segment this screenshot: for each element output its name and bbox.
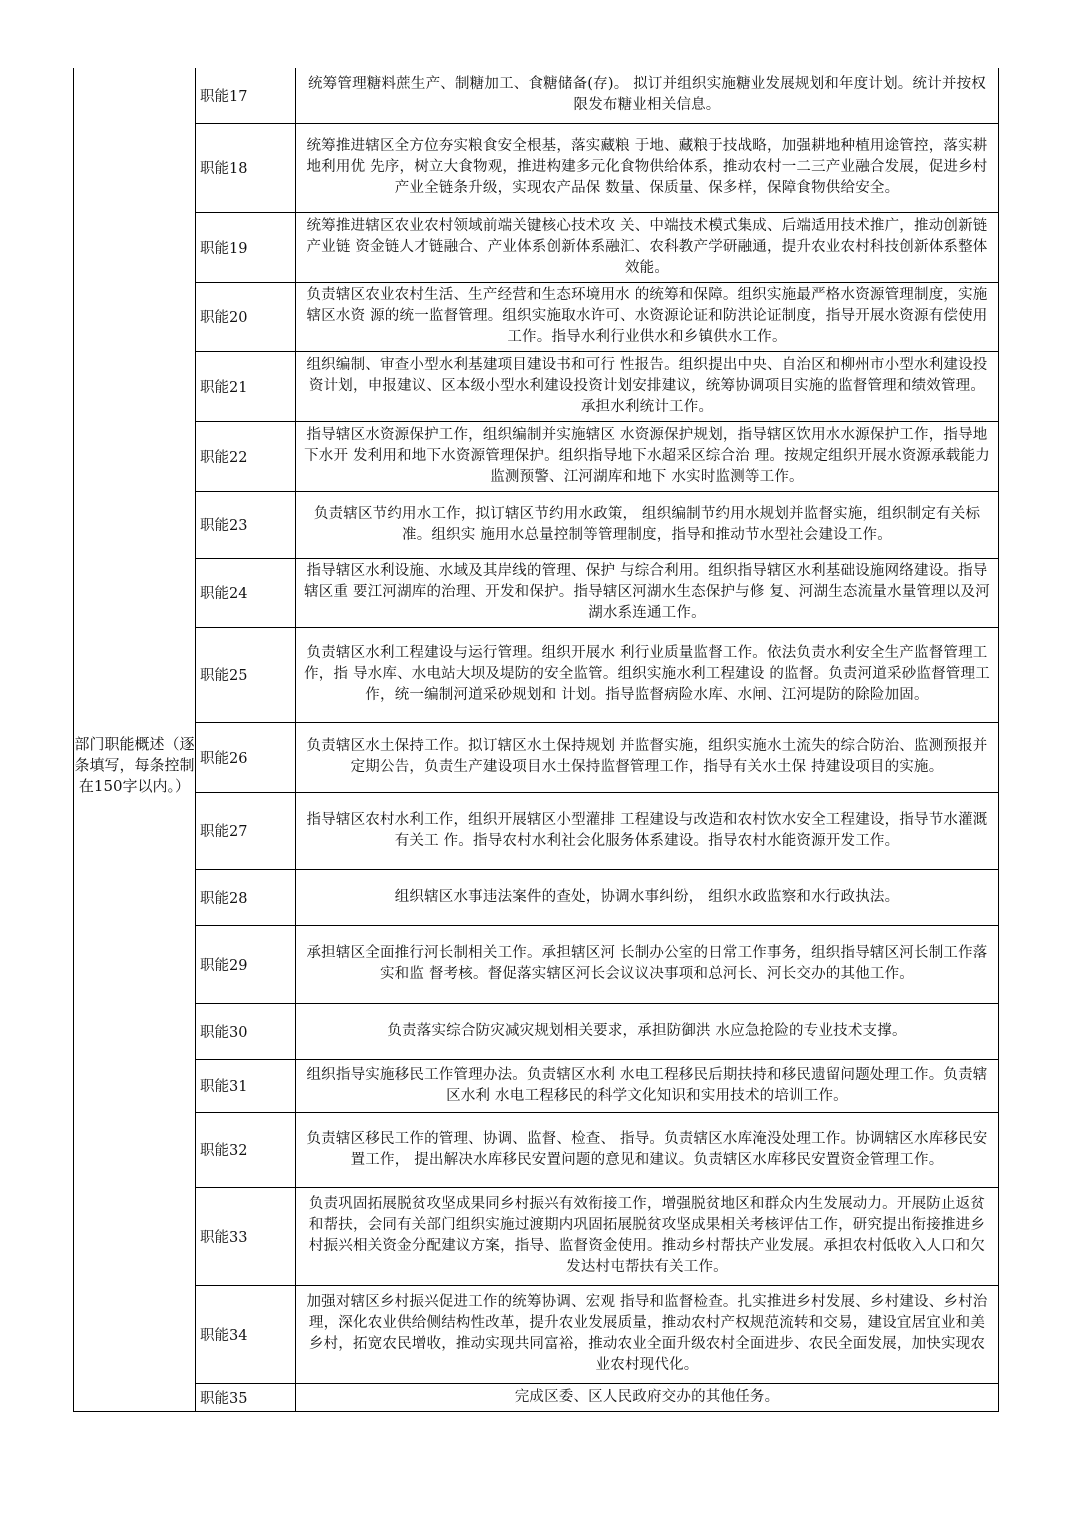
function-label: 职能30: [196, 1003, 296, 1059]
table-row: [74, 792, 999, 869]
function-label: 职能35: [196, 1383, 296, 1411]
functions-table: [73, 68, 999, 1412]
table-row: [74, 1187, 999, 1285]
table-row: [74, 1059, 999, 1112]
function-description: 指导辖区农村水利工作，组织开展辖区小型灌排 工程建设与改造和农村饮水安全工程建设，指导节水灌溉有关工 作。指导农村水利社会化服务体系建设。指导农村水能资源开发工作。: [296, 792, 999, 869]
function-label: 职能19: [196, 212, 296, 282]
function-description: 负责辖区水土保持工作。拟订辖区水土保持规划 并监督实施，组织实施水土流失的综合防治、监测预报并定期公告，负责生产建设项目水土保持监督管理工作，指导有关水土保 持建设项目的实施。: [296, 722, 999, 792]
function-description: 负责巩固拓展脱贫攻坚成果同乡村振兴有效衔接工作，增强脱贫地区和群众内生发展动力。开展防止返贫和帮扶，会同有关部门组织实施过渡期内巩固拓展脱贫攻坚成果相关考核评估工作，研究提出衔接推进乡村振兴相关资金分配建议方案，指导、监督资金使用。推动乡村帮扶产业发展。承担农村低收入人口和欠发达村屯帮扶有关工作。: [296, 1187, 999, 1285]
function-description: 组织辖区水事违法案件的查处，协调水事纠纷， 组织水政监察和水行政执法。: [296, 869, 999, 925]
function-description: 指导辖区水资源保护工作，组织编制并实施辖区 水资源保护规划，指导辖区饮用水水源保护工作，指导地下水开 发利用和地下水资源管理保护。组织指导地下水超采区综合治 理。按规定组织开展水资源承载能力监测预警、江河湖库和地下 水实时监测等工作。: [296, 421, 999, 491]
function-label: 职能31: [196, 1059, 296, 1112]
function-label: 职能23: [196, 491, 296, 558]
function-label: 职能29: [196, 925, 296, 1003]
table-row: [74, 1003, 999, 1059]
function-description: 统筹推进辖区农业农村领域前端关键核心技术攻 关、中端技术模式集成、后端适用技术推广，推动创新链产业链 资金链人才链融合、产业体系创新体系融汇、农科教产学研融通，提升农业农村科技创新体系整体效能。: [296, 212, 999, 282]
function-label: 职能25: [196, 627, 296, 722]
function-description: 承担辖区全面推行河长制相关工作。承担辖区河 长制办公室的日常工作事务，组织指导辖区河长制工作落实和监 督考核。督促落实辖区河长会议议决事项和总河长、河长交办的其他工作。: [296, 925, 999, 1003]
function-label: 职能18: [196, 123, 296, 212]
table-row: [74, 68, 999, 123]
function-label: 职能24: [196, 558, 296, 627]
function-description: 统筹管理糖料蔗生产、制糖加工、食糖储备(存)。 拟订并组织实施糖业发展规划和年度计划。统计并按权限发布糖业相关信息。: [296, 68, 999, 123]
function-label: 职能17: [196, 68, 296, 123]
table-row: [74, 1285, 999, 1383]
function-label: 职能33: [196, 1187, 296, 1285]
function-description: 负责落实综合防灾减灾规划相关要求，承担防御洪 水应急抢险的专业技术支撑。: [296, 1003, 999, 1059]
function-label: 职能21: [196, 351, 296, 421]
table-row: [74, 722, 999, 792]
table-row: [74, 1383, 999, 1411]
function-description: 加强对辖区乡村振兴促进工作的统筹协调、宏观 指导和监督检查。扎实推进乡村发展、乡村建设、乡村治理，深化农业供给侧结构性改革，提升农业发展质量，推动农村产权规范流转和交易，建设宜居宜业和美乡村，拓宽农民增收，推动实现共同富裕，推动农业全面升级农村全面进步、农民全面发展，加快实现农业农村现代化。: [296, 1285, 999, 1383]
table-row: [74, 925, 999, 1003]
function-description: 完成区委、区人民政府交办的其他任务。: [296, 1383, 999, 1411]
function-label: 职能34: [196, 1285, 296, 1383]
table-row: [74, 123, 999, 212]
section-label: 部门职能概述（逐条填写，每条控制在150字以内。）: [74, 68, 196, 1411]
function-label: 职能28: [196, 869, 296, 925]
function-label: 职能26: [196, 722, 296, 792]
table-row: [74, 282, 999, 351]
function-label: 职能22: [196, 421, 296, 491]
table-row: [74, 421, 999, 491]
table-row: [74, 558, 999, 627]
function-label: 职能27: [196, 792, 296, 869]
function-label: 职能20: [196, 282, 296, 351]
table-row: [74, 1112, 999, 1187]
function-description: 负责辖区移民工作的管理、协调、监督、检查、 指导。负责辖区水库淹没处理工作。协调辖区水库移民安置工作， 提出解决水库移民安置问题的意见和建议。负责辖区水库移民安置资金管理工作。: [296, 1112, 999, 1187]
function-description: 负责辖区节约用水工作，拟订辖区节约用水政策， 组织编制节约用水规划并监督实施，组织制定有关标准。组织实 施用水总量控制等管理制度，指导和推动节水型社会建设工作。: [296, 491, 999, 558]
table-row: [74, 627, 999, 722]
table-row: [74, 491, 999, 558]
function-description: 统筹推进辖区全方位夯实粮食安全根基，落实藏粮 于地、藏粮于技战略，加强耕地种植用途管控，落实耕地利用优 先序，树立大食物观，推进构建多元化食物供给体系，推动农村一二三产业融合发展，促进乡村产业全链条升级，实现农产品保 数量、保质量、保多样，保障食物供给安全。: [296, 123, 999, 212]
table-row: [74, 212, 999, 282]
function-description: 组织编制、审查小型水利基建项目建设书和可行 性报告。组织提出中央、自治区和柳州市小型水利建设投资计划，申报建议、区本级小型水利建设投资计划安排建议，统筹协调项目实施的监督管理和绩效管理。承担水利统计工作。: [296, 351, 999, 421]
table-row: [74, 351, 999, 421]
function-description: 组织指导实施移民工作管理办法。负责辖区水利 水电工程移民后期扶持和移民遗留问题处理工作。负责辖区水利 水电工程移民的科学文化知识和实用技术的培训工作。: [296, 1059, 999, 1112]
function-description: 指导辖区水利设施、水域及其岸线的管理、保护 与综合利用。组织指导辖区水利基础设施网络建设。指导辖区重 要江河湖库的治理、开发和保护。指导辖区河湖水生态保护与修 复、河湖生态流量水量管理以及河湖水系连通工作。: [296, 558, 999, 627]
table-row: [74, 869, 999, 925]
function-description: 负责辖区农业农村生活、生产经营和生态环境用水 的统筹和保障。组织实施最严格水资源管理制度，实施辖区水资 源的统一监督管理。组织实施取水许可、水资源论证和防洪论证制度，指导开展水资源有偿使用工作。指导水利行业供水和乡镇供水工作。: [296, 282, 999, 351]
function-description: 负责辖区水利工程建设与运行管理。组织开展水 利行业质量监督工作。依法负责水利安全生产监督管理工作，指 导水库、水电站大坝及堤防的安全监管。组织实施水利工程建设 的监督。负责河道采砂监督管理工作，统一编制河道采砂规划和 计划。指导监督病险水库、水闸、江河堤防的除险加固。: [296, 627, 999, 722]
function-label: 职能32: [196, 1112, 296, 1187]
